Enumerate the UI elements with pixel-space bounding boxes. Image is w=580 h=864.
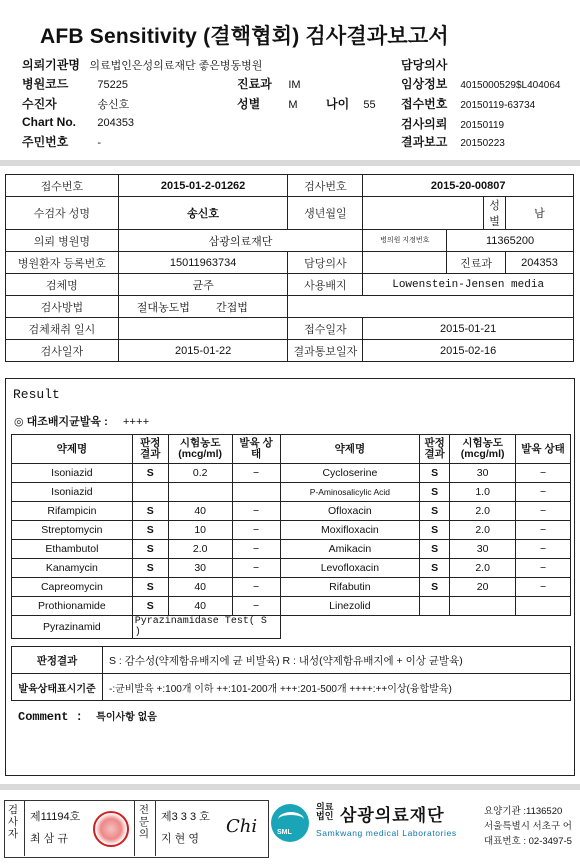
- drug-cell-c1: 2.0: [168, 540, 232, 559]
- drug-cell-g1: −: [232, 521, 280, 540]
- drug-cell-g1: −: [232, 464, 280, 483]
- drug-row: [12, 559, 571, 578]
- drug-cell-j1: [132, 483, 168, 502]
- footer-divider: [0, 784, 580, 790]
- drug-cell-d1: Streptomycin: [12, 521, 133, 540]
- drug-cell-g2: −: [516, 464, 571, 483]
- specialist-name: 지 현 영: [161, 833, 199, 845]
- patient-reg-no: 15011963734: [118, 252, 288, 274]
- drug-cell-d1: Isoniazid: [12, 464, 133, 483]
- drug-cell-j2: S: [420, 502, 450, 521]
- drug-cell-g1: −: [232, 540, 280, 559]
- drug-cell-d1: Kanamycin: [12, 559, 133, 578]
- drug-cell-g2: −: [516, 521, 571, 540]
- collect-label: 검체채취 일시: [6, 318, 119, 340]
- header-clinical-info: 임상정보 4015000529$L404064: [401, 77, 561, 91]
- org-name-en: Samkwang medical Laboratories: [316, 828, 457, 838]
- drug-row: [12, 502, 571, 521]
- drug-cell-j2: [420, 597, 450, 616]
- drug-cell-c1: 30: [168, 559, 232, 578]
- drug-cell-j2: S: [420, 483, 450, 502]
- drug-cell-c2: 20: [450, 578, 516, 597]
- tested-date: 2015-01-22: [118, 340, 288, 362]
- drug-cell-c2: 2.0: [450, 502, 516, 521]
- drug-cell-d2: Levofloxacin: [280, 559, 420, 578]
- drug-row: [12, 578, 571, 597]
- dept-label: 진료과: [447, 252, 506, 274]
- method-label: 검사방법: [6, 296, 119, 318]
- drug-cell-j1: S: [132, 521, 168, 540]
- judge-legend-value: S : 감수성(약제함유배지에 균 비발육) R : 내성(약제함유배지에 + 이상 균발육): [103, 647, 571, 674]
- drug-cell-j1: S: [132, 578, 168, 597]
- header-growth: 발육 상태: [232, 435, 280, 464]
- org-prefix: 의료 법인: [316, 802, 334, 821]
- drug-cell-g1: −: [232, 597, 280, 616]
- drug-cell-d2: Cycloserine: [280, 464, 420, 483]
- table-header-row: [12, 435, 571, 464]
- drug-cell-d1: Rifampicin: [12, 502, 133, 521]
- receipt-no: 2015-01-2-01262: [118, 175, 288, 197]
- header-judge-2: 판정 결과: [420, 435, 450, 464]
- media-label: 사용배지: [288, 274, 363, 296]
- org-address: 서울특별시 서초구 어: [484, 821, 572, 832]
- drug-cell-j1: S: [132, 559, 168, 578]
- report-title: AFB Sensitivity (결핵협회) 검사결과보고서: [40, 25, 449, 48]
- dept-value: 204353: [506, 252, 574, 274]
- footer-divider-1: [24, 800, 25, 856]
- org-name: 삼광의료재단: [340, 806, 445, 825]
- drug-row: [12, 540, 571, 559]
- control-culture-value: ++++: [122, 417, 150, 429]
- drug-cell-j2: S: [420, 464, 450, 483]
- header-growth-2: 발육 상태: [516, 435, 571, 464]
- control-culture: [14, 413, 149, 429]
- header-patient: 수진자 송신호: [22, 97, 130, 111]
- specimen-label: 검체명: [6, 274, 119, 296]
- drug-cell-j2: S: [420, 540, 450, 559]
- drug-row: [12, 597, 571, 616]
- drug-cell-d2: Moxifloxacin: [280, 521, 420, 540]
- method-values: [118, 296, 288, 318]
- method-blank: [288, 296, 574, 318]
- drug-cell-d2: P-Aminosalicylic Acid: [280, 483, 420, 502]
- drug-sensitivity-table: [11, 434, 571, 639]
- drug-row: [12, 464, 571, 483]
- judge-legend-label: 판정결과: [12, 647, 103, 674]
- received-label: 접수일자: [288, 318, 363, 340]
- org-phone: 대표번호 : 02-3497-5: [484, 836, 572, 847]
- drug-cell-d1: Ethambutol: [12, 540, 133, 559]
- reported-label: 결과통보일자: [288, 340, 363, 362]
- header-conc: 시험농도 (mcg/ml): [168, 435, 232, 464]
- drug-cell-d2: Rifabutin: [280, 578, 420, 597]
- receipt-no-label: 접수번호: [6, 175, 119, 197]
- result-label: Result: [13, 387, 60, 402]
- drug-cell-c2: 2.0: [450, 521, 516, 540]
- drug-cell-g2: −: [516, 578, 571, 597]
- section-divider: [0, 160, 580, 166]
- drug-cell-g1: [232, 483, 280, 502]
- comment-value: 특이사항 없음: [96, 712, 157, 723]
- collect-value: [118, 318, 288, 340]
- header-sex: 성별 M: [237, 97, 298, 111]
- drug-cell-j1: S: [132, 464, 168, 483]
- patient-name-label: 수검자 성명: [6, 197, 119, 230]
- hospital-no-label: 병의원 지정번호: [363, 230, 447, 252]
- drug-cell-d1: Prothionamide: [12, 597, 133, 616]
- patient-reg-label: 병원환자 등록번호: [6, 252, 119, 274]
- specialist-no: 제3 3 3 호: [161, 811, 210, 823]
- sml-logo-text: SML: [277, 829, 292, 836]
- drug-cell-d1: Capreomycin: [12, 578, 133, 597]
- drug-cell-c1: 40: [168, 578, 232, 597]
- signature-icon: Chi: [226, 816, 258, 837]
- pza-blank: [280, 616, 570, 639]
- comment: [18, 708, 157, 724]
- drug-cell-c1: [168, 483, 232, 502]
- hospital-no: 11365200: [447, 230, 574, 252]
- footer-divider-2: [134, 800, 135, 856]
- control-culture-label: ◎ 대조배지균발육 :: [14, 416, 108, 428]
- doctor-label: 담당의사: [288, 252, 363, 274]
- drug-cell-g2: −: [516, 483, 571, 502]
- header-chart-no: Chart No. 204353: [22, 115, 135, 129]
- header-drug: 약제명: [12, 435, 133, 464]
- sex-value: 남: [506, 197, 574, 230]
- header-report-date: 결과보고 20150223: [401, 135, 505, 149]
- pza-label: Pyrazinamid: [12, 616, 133, 639]
- drug-rows: [12, 464, 571, 616]
- hospital-name: 삼광의료재단: [118, 230, 363, 252]
- drug-cell-d2: Ofloxacin: [280, 502, 420, 521]
- media-value: Lowenstein-Jensen media: [363, 274, 574, 296]
- drug-cell-g2: −: [516, 502, 571, 521]
- drug-cell-d1: Isoniazid: [12, 483, 133, 502]
- growth-legend-label: 발육상태표시기준: [12, 674, 103, 701]
- header-accession-no: 접수번호 20150119-63734: [401, 97, 536, 111]
- drug-cell-j2: S: [420, 521, 450, 540]
- reported-date: 2015-02-16: [363, 340, 574, 362]
- tested-label: 검사일자: [6, 340, 119, 362]
- header-hospital-code: 병원코드 75225: [22, 77, 128, 91]
- header-department: 진료과 IM: [237, 77, 301, 91]
- drug-cell-g1: −: [232, 502, 280, 521]
- growth-legend-value: -:균비발육 +:100개 이하 ++:101-200개 +++:201-500개 ++++:++이상(융합발육): [103, 674, 571, 701]
- patient-name: 송신호: [118, 197, 288, 230]
- drug-cell-c2: [450, 597, 516, 616]
- drug-cell-c2: 30: [450, 540, 516, 559]
- drug-cell-c2: 1.0: [450, 483, 516, 502]
- drug-cell-j1: S: [132, 597, 168, 616]
- seal-stamp-icon: [93, 811, 129, 847]
- drug-cell-c2: 30: [450, 464, 516, 483]
- drug-cell-c1: 10: [168, 521, 232, 540]
- header-request-date: 검사의뢰 20150119: [401, 117, 505, 131]
- org-code: 요양기관 :1136520: [484, 806, 563, 817]
- drug-cell-j1: S: [132, 502, 168, 521]
- test-no-label: 검사번호: [288, 175, 363, 197]
- drug-cell-c1: 40: [168, 502, 232, 521]
- logo-wave-icon: [278, 812, 304, 827]
- drug-cell-c1: 0.2: [168, 464, 232, 483]
- method-absolute: 절대농도법: [136, 301, 190, 314]
- drug-row: [12, 483, 571, 502]
- drug-cell-j2: S: [420, 578, 450, 597]
- header-requesting-org: 의뢰기관명 의료법인은성의료재단 좋은병동병원: [22, 58, 263, 72]
- header-conc-2: 시험농도 (mcg/ml): [450, 435, 516, 464]
- test-no: 2015-20-00807: [363, 175, 574, 197]
- dob-value: [363, 197, 484, 230]
- pza-row: [12, 616, 571, 639]
- hospital-label: 의뢰 병원명: [6, 230, 119, 252]
- drug-cell-c2: 2.0: [450, 559, 516, 578]
- drug-cell-g1: −: [232, 559, 280, 578]
- drug-cell-d2: Amikacin: [280, 540, 420, 559]
- header-age: 나이 55: [326, 97, 376, 111]
- drug-cell-g2: −: [516, 540, 571, 559]
- drug-row: [12, 521, 571, 540]
- comment-label: Comment :: [18, 710, 83, 724]
- received-date: 2015-01-21: [363, 318, 574, 340]
- drug-cell-j2: S: [420, 559, 450, 578]
- drug-cell-g2: −: [516, 559, 571, 578]
- drug-cell-g2: [516, 597, 571, 616]
- inspector-label: 검사자: [7, 804, 19, 840]
- header-doctor: 담당의사: [401, 58, 448, 72]
- drug-cell-g1: −: [232, 578, 280, 597]
- drug-cell-c1: 40: [168, 597, 232, 616]
- method-indirect: 간접법: [216, 301, 248, 314]
- drug-cell-d2: Linezolid: [280, 597, 420, 616]
- specimen-info-table: [5, 174, 574, 362]
- sex-label: 성별: [484, 197, 506, 230]
- footer-divider-3: [155, 800, 156, 856]
- inspector-name: 최 삼 규: [30, 833, 68, 845]
- drug-cell-j1: S: [132, 540, 168, 559]
- pza-value: Pyrazinamidase Test( S ): [132, 616, 280, 639]
- header-judge: 판정 결과: [132, 435, 168, 464]
- doctor-value: [363, 252, 447, 274]
- specimen-value: 균주: [118, 274, 288, 296]
- inspector-no: 제11194호: [30, 811, 81, 823]
- header-drug-2: 약제명: [280, 435, 420, 464]
- legend-table: [11, 646, 571, 701]
- dob-label: 생년월일: [288, 197, 363, 230]
- specialist-label: 전문의: [138, 804, 150, 840]
- header-resident-no: 주민번호 -: [22, 135, 102, 149]
